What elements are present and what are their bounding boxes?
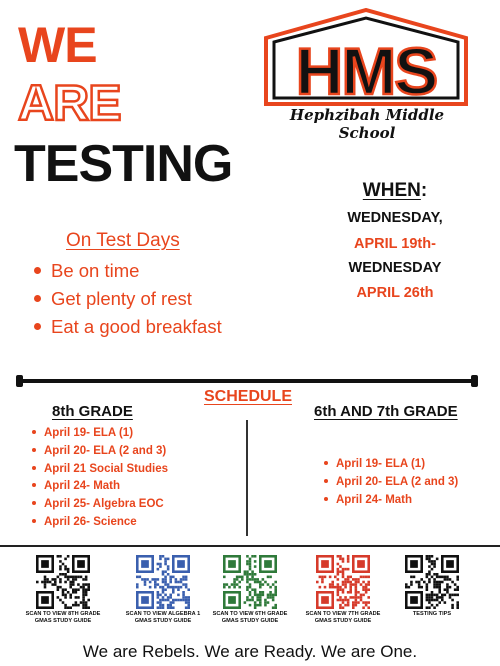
tip-item [34, 260, 139, 282]
tip-text: Eat a good breakfast [51, 316, 222, 337]
bullet-icon [34, 295, 41, 302]
list-item: April 21 Social Studies [32, 461, 168, 479]
grade67-title: 6th AND 7th GRADE [314, 403, 458, 420]
list-item: April 20- ELA (2 and 3) [32, 443, 168, 461]
qr-code-icon[interactable] [405, 555, 459, 609]
school-name: Hephzibah Middle School [289, 106, 445, 142]
when-line-4: APRIL 26th [356, 285, 434, 301]
list-item: April 24- Math [324, 492, 458, 510]
list-item: April 19- ELA (1) [324, 456, 458, 474]
tip-item [34, 316, 222, 338]
qr-code-icon[interactable] [136, 555, 190, 609]
tip-item [34, 288, 192, 310]
list-item: April 19- ELA (1) [32, 425, 168, 443]
qr-caption: TESTING TIPS [412, 611, 452, 617]
bullet-icon [34, 323, 41, 330]
when-title [330, 180, 460, 202]
qr-caption: SCAN TO VIEW ALGEBRA 1 GMAS STUDY GUIDE [125, 611, 201, 624]
grade67-schedule-list [324, 456, 458, 509]
when-label: WHEN [362, 180, 421, 201]
qr-code-icon[interactable] [316, 555, 370, 609]
when-colon: : [420, 180, 428, 201]
when-line-1: WEDNESDAY, [347, 210, 443, 226]
tip-text: Get plenty of rest [51, 288, 192, 309]
schedule-title: SCHEDULE [203, 388, 292, 405]
qr-caption: SCAN TO VIEW 8TH GRADE GMAS STUDY GUIDE [25, 611, 101, 624]
when-line-3: WEDNESDAY [348, 260, 442, 276]
test-days-title: On Test Days [66, 230, 180, 251]
divider-rod [16, 374, 478, 388]
qr-code-icon[interactable] [223, 555, 277, 609]
headline-we: WE [18, 17, 97, 73]
when-line-2: APRIL 19th- [354, 236, 436, 252]
column-divider [246, 420, 248, 536]
list-item: April 26- Science [32, 514, 168, 532]
qr-code-icon[interactable] [36, 555, 90, 609]
headline-testing: TESTING [14, 135, 233, 193]
tip-text: Be on time [51, 260, 140, 281]
list-item: April 20- ELA (2 and 3) [324, 474, 458, 492]
bullet-icon [34, 267, 41, 274]
grade8-schedule-list [32, 425, 168, 532]
qr-caption: SCAN TO VIEW 7TH GRADE GMAS STUDY GUIDE [305, 611, 381, 624]
qr-divider [0, 545, 500, 547]
footer-slogan: We are Rebels. We are Ready. We are One. [82, 642, 418, 661]
list-item: April 25- Algebra EOC [32, 496, 168, 514]
qr-caption: SCAN TO VIEW 6TH GRADE GMAS STUDY GUIDE [212, 611, 288, 624]
hms-logo-letters: HMS [295, 34, 437, 108]
headline-are: ARE [18, 75, 121, 131]
grade8-title: 8th GRADE [52, 403, 133, 420]
list-item: April 24- Math [32, 478, 168, 496]
